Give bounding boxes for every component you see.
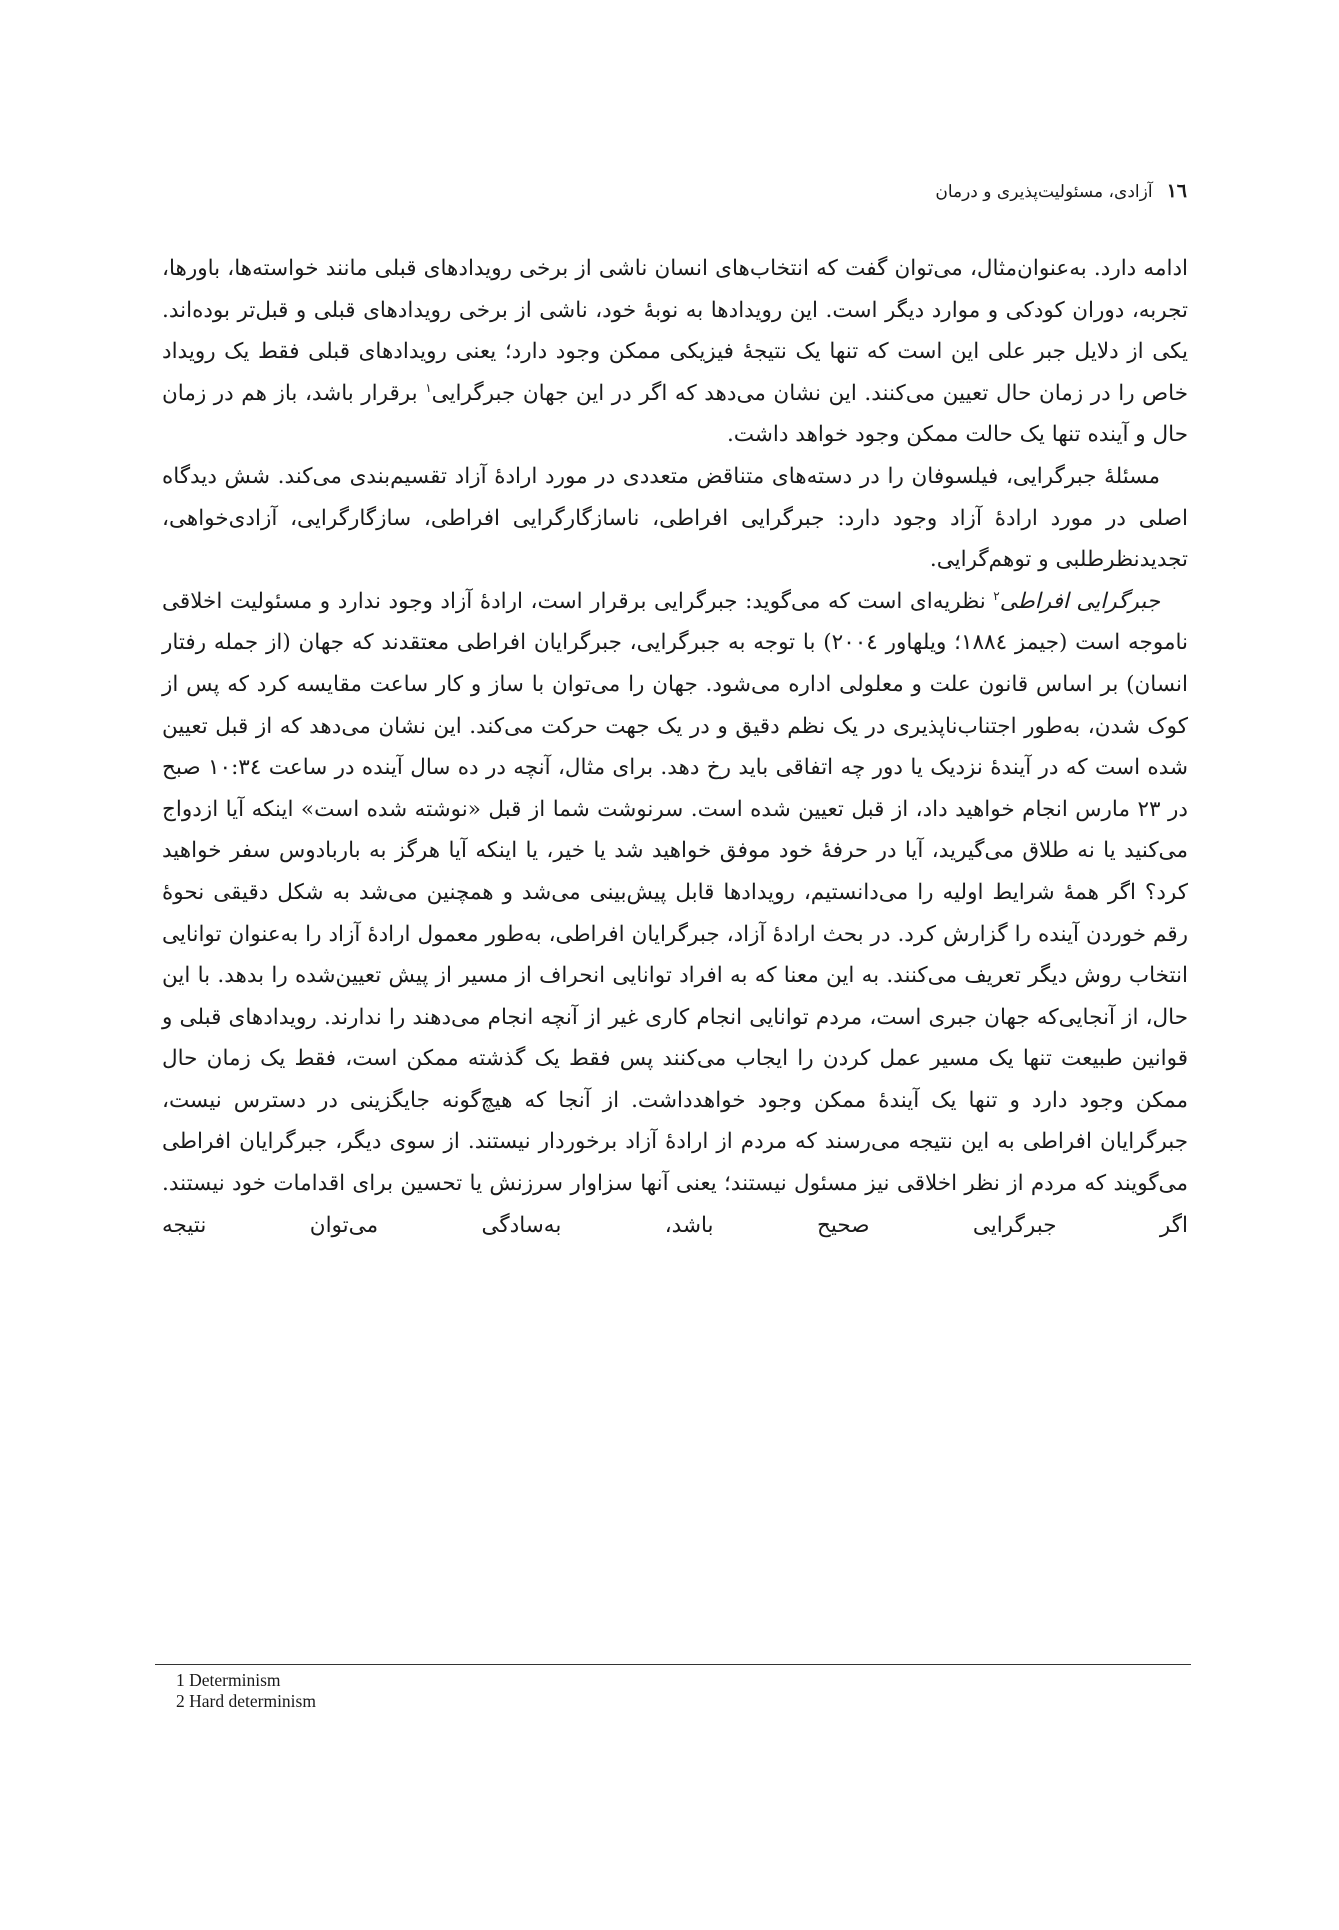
paragraph-3-text: نظریه‌ای است که می‌گوید: جبرگرایی برقرار است، ارادهٔ آزاد وجود ندارد و مسئولیت اخلاقی ناموجه است (جیمز ١٨٨٤؛ ویلهاور ٢٠٠٤) با توجه به جبرگرایی، جبرگرایان افراطی معتقدند که جهان (از جمله رفتار انسان) بر اساس قانون علت و معلولی اداره می‌شود. جهان را می‌توان با ساز و کار ساعت مقایسه کرد که پس از کوک شدن، به‌طور اجتناب‌ناپذیری در یک نظم دقیق و در یک جهت حرکت می‌کند. این نشان می‌دهد که از قبل تعیین شده است که در آیندهٔ نزدیک یا دور چه اتفاقی باید رخ دهد. برای مثال، آنچه در ده سال آینده در ساعت ١٠:٣٤ صبح در ٢٣ مارس انجام خواهید داد، از قبل تعیین شده است. سرنوشت شما از قبل «نوشته شده است» اینکه آیا ازدواج می‌کنید یا نه طلاق می‌گیرید، آیا در حرفهٔ خود موفق خواهید شد یا خیر، یا اینکه آیا هرگز به باربادوس سفر خواهید کرد؟ اگر همهٔ شرایط اولیه را می‌دانستیم، رویدادها قابل پیش‌بینی می‌شد و همچنین می‌شد به شکل دقیقی نحوهٔ رقم خوردن آینده را گزارش کرد. در بحث ارادهٔ آزاد، جبرگرایان افراطی، به‌طور معمول ارادهٔ آزاد را به‌عنوان توانایی انتخاب روش دیگر تعریف می‌کنند. به این معنا که به افراد توانایی انحراف از مسیر از پیش تعیین‌شده را بدهد. با این حال، از آنجایی‌که جهان جبری است، مردم توانایی انجام کاری غیر از آنچه انجام می‌دهند را ندارند. رویدادهای قبلی و قوانین طبیعت تنها یک مسیر عمل کردن را ایجاب می‌کنند پس فقط یک گذشته ممکن است، فقط یک زمان حال ممکن وجود دارد و تنها یک آیندهٔ ممکن وجود خواهدداشت. از آنجا که هیچ‌گونه جایگزینی در دسترس نیست، جبرگرایان افراطی به این نتیجه می‌رسند که مردم از ارادهٔ آزاد برخوردار نیستند. از سوی دیگر، جبرگرایان افراطی می‌گویند که مردم از نظر اخلاقی نیز مسئول نیستند؛ یعنی آنها سزاوار سرزنش یا تحسین برای اقدامات خود نیستند. اگر جبرگرایی صحیح باشد، به‌سادگی می‌توان نتیجه xyxy=(162,588,1188,1238)
footnote-2 xyxy=(176,1691,316,1712)
footnote-2-number: 2 xyxy=(176,1691,185,1711)
footnote-1-number: 1 xyxy=(176,1670,185,1690)
footnote-1 xyxy=(176,1670,316,1691)
footnotes xyxy=(176,1670,316,1712)
term-hard-determinism: جبرگرایی افراطی xyxy=(999,588,1160,614)
page-number: ١٦ xyxy=(1166,180,1187,202)
body-text xyxy=(162,248,1188,1246)
running-header xyxy=(935,180,1187,202)
paragraph-1-text: ادامه دارد. به‌عنوان‌مثال، می‌توان گفت که انتخاب‌های انسان ناشی از برخی رویدادهای قبلی مانند خواسته‌ها، باورها، تجربه، دوران کودکی و موارد دیگر است. این رویدادها به نوبهٔ خود، ناشی از برخی رویدادهای قبلی و قبل‌تر بوده‌اند. یکی از دلایل جبر علی این است که تنها یک نتیجهٔ فیزیکی ممکن وجود دارد؛ یعنی رویدادهای قبلی فقط یک رویداد خاص را در زمان حال تعیین می‌کنند. این نشان می‌دهد که اگر در این جهان جبرگرایی xyxy=(162,256,1188,406)
footnote-ref-1: ١ xyxy=(425,380,432,395)
footnote-1-text: Determinism xyxy=(189,1670,281,1690)
paragraph-2 xyxy=(162,456,1188,581)
paragraph-1 xyxy=(162,248,1188,456)
paragraph-2-text: مسئلهٔ جبرگرایی، فیلسوفان را در دسته‌های متناقض متعددی در مورد ارادهٔ آزاد تقسیم‌بندی می‌کند. شش دیدگاه اصلی در مورد ارادهٔ آزاد وجود دارد: جبرگرایی افراطی، ناسازگارگرایی افراطی، سازگارگرایی، آزادی‌خواهی، تجدیدنظرطلبی و توهم‌گرایی. xyxy=(162,463,1188,573)
paragraph-3 xyxy=(162,581,1188,1247)
footnote-ref-2: ٢ xyxy=(993,588,1000,603)
footnote-divider xyxy=(155,1664,1191,1665)
footnote-2-text: Hard determinism xyxy=(189,1691,316,1711)
running-title: آزادی، مسئولیت‌پذیری و درمان xyxy=(935,182,1153,202)
paragraph-1-text-cont: برقرار باشد، باز هم در زمان حال و آینده تنها یک حالت ممکن وجود خواهد داشت. xyxy=(162,380,1188,448)
